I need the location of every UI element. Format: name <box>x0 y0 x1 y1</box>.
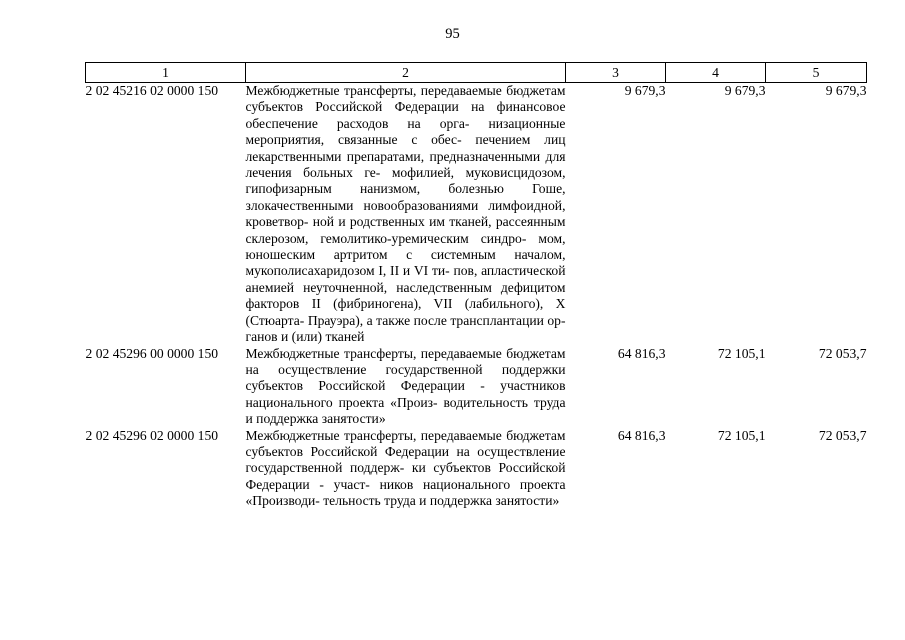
budget-table <box>85 62 867 510</box>
table-row <box>86 346 867 428</box>
value-col-3: 64 816,3 <box>617 427 666 443</box>
table-row <box>86 83 867 346</box>
value-col-4: 72 105,1 <box>717 427 766 443</box>
row-description: Межбюджетные трансферты, передаваемые бюджетам субъектов Российской Федерации на осуществление государственной поддерж- ки субъектов Российской Федерации - участ- ников национального проекта «Производи- тельность труда и поддержка занятости» <box>245 427 566 509</box>
value-col-3: 9 679,3 <box>624 83 666 98</box>
value-col-5: 9 679,3 <box>825 83 867 98</box>
table-body <box>86 83 867 510</box>
value-col-4: 9 679,3 <box>724 83 766 98</box>
row-description: Межбюджетные трансферты, передаваемые бюджетам субъектов Российской Федерации на финансовое обеспечение расходов на орга- низационные мероприятия, связанные с обес- печением лиц лекарственными препаратами, предназначенными для лечения больных ге- мофилией, муковисцидозом, гипофизарным нанизмом, болезнью Гоше, злокачественными новообразованиями лимфоидной, кроветвор- ной и родственных им тканей, рассеянным склерозом, гемолитико-уремическим синдро- мом, юношеским артритом с системным началом, мукополисахаридозом I, II и VI ти- пов, апластической анемией неуточненной, наследственным дефицитом факторов II (фибриногена), VII (лабильного), X (Стюарта- Прауэра), а также после трансплантации ор- ганов и (или) тканей <box>245 83 566 345</box>
value-col-4: 72 105,1 <box>717 345 766 361</box>
value-col-3: 64 816,3 <box>617 345 666 361</box>
column-header-2: 2 <box>246 63 566 83</box>
budget-code: 2 02 45296 02 0000 150 <box>85 427 219 443</box>
table-header <box>86 63 867 83</box>
column-header-5: 5 <box>766 63 867 83</box>
value-col-5: 72 053,7 <box>818 427 867 443</box>
header-row <box>86 63 867 83</box>
page-number: 95 <box>445 26 460 42</box>
column-header-1: 1 <box>86 63 246 83</box>
budget-code: 2 02 45296 00 0000 150 <box>85 345 219 361</box>
budget-code: 2 02 45216 02 0000 150 <box>85 83 219 98</box>
table-row <box>86 428 867 510</box>
column-header-4: 4 <box>666 63 766 83</box>
column-header-3: 3 <box>566 63 666 83</box>
row-description: Межбюджетные трансферты, передаваемые бюджетам на осуществление государственной поддержки субъектов Российской Федерации - участников национального проекта «Произ- водительность труда и поддержка занятости» <box>245 345 566 427</box>
value-col-5: 72 053,7 <box>818 345 867 361</box>
